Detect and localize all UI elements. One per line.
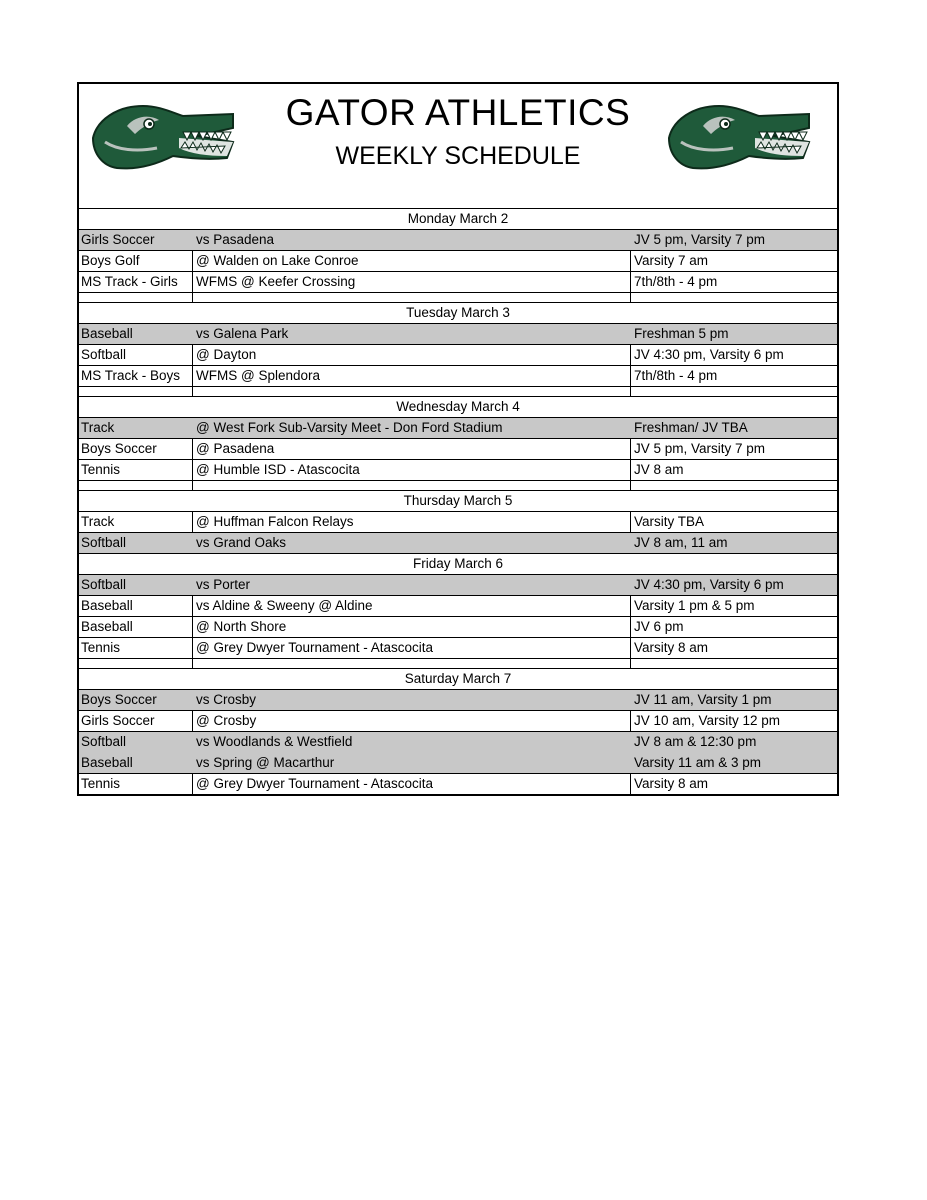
- spacer-row: [79, 480, 837, 490]
- time-cell: JV 5 pm, Varsity 7 pm: [630, 439, 837, 459]
- schedule-header: [79, 84, 837, 208]
- table-row: [79, 689, 837, 710]
- sport-cell: Tennis: [81, 462, 121, 477]
- empty-cell: [79, 387, 192, 396]
- event-cell: @ Humble ISD - Atascocita: [192, 460, 630, 480]
- event-cell: @ Walden on Lake Conroe: [192, 251, 630, 271]
- empty-cell: [630, 387, 837, 396]
- sport-cell: Softball: [81, 734, 127, 749]
- time-cell: JV 8 am: [630, 460, 837, 480]
- table-row: [79, 532, 837, 553]
- event-cell: WFMS @ Keefer Crossing: [192, 272, 630, 292]
- sport-cell: Girls Soccer: [81, 232, 155, 247]
- sport-cell: Tennis: [81, 776, 121, 791]
- sport-cell: MS Track - Boys: [81, 368, 181, 383]
- table-row: [79, 344, 837, 365]
- sport-cell: Track: [81, 420, 115, 435]
- event-cell: vs Porter: [196, 577, 251, 592]
- table-row: [79, 616, 837, 637]
- time-cell: JV 6 pm: [630, 617, 837, 637]
- event-cell: @ Pasadena: [192, 439, 630, 459]
- time-cell: Freshman 5 pm: [634, 326, 729, 341]
- table-row: [79, 271, 837, 292]
- empty-cell: [192, 659, 630, 668]
- event-cell: vs Pasadena: [196, 232, 275, 247]
- table-row: [79, 773, 837, 794]
- spacer-row: [79, 292, 837, 302]
- spacer-row: [79, 658, 837, 668]
- time-cell: JV 8 am, 11 am: [634, 535, 728, 550]
- empty-cell: [192, 387, 630, 396]
- table-row: [79, 250, 837, 271]
- sport-cell: Tennis: [81, 640, 121, 655]
- sport-cell: Boys Golf: [81, 253, 140, 268]
- table-row: [79, 752, 837, 773]
- empty-cell: [192, 293, 630, 302]
- event-cell: @ Huffman Falcon Relays: [192, 512, 630, 532]
- time-cell: Varsity 8 am: [630, 774, 837, 794]
- schedule-sheet: [77, 82, 839, 796]
- empty-cell: [630, 481, 837, 490]
- table-row: [79, 459, 837, 480]
- event-cell: @ Grey Dwyer Tournament - Atascocita: [192, 638, 630, 658]
- day-header: Wednesday March 4: [79, 396, 837, 417]
- table-row: [79, 417, 837, 438]
- empty-cell: [79, 293, 192, 302]
- day-header: Monday March 2: [79, 208, 837, 229]
- table-row: [79, 365, 837, 386]
- page-title: GATOR ATHLETICS: [285, 92, 631, 133]
- time-cell: 7th/8th - 4 pm: [630, 272, 837, 292]
- event-cell: vs Grand Oaks: [196, 535, 287, 550]
- sport-cell: Softball: [81, 347, 127, 362]
- sport-cell: Baseball: [81, 755, 133, 770]
- day-header: Saturday March 7: [79, 668, 837, 689]
- empty-cell: [79, 481, 192, 490]
- time-cell: JV 8 am & 12:30 pm: [634, 734, 757, 749]
- time-cell: JV 4:30 pm, Varsity 6 pm: [634, 577, 784, 592]
- event-cell: vs Crosby: [196, 692, 257, 707]
- time-cell: JV 5 pm, Varsity 7 pm: [634, 232, 766, 247]
- event-cell: @ West Fork Sub-Varsity Meet - Don Ford Stadium: [196, 420, 503, 435]
- table-row: [79, 637, 837, 658]
- day-header: Thursday March 5: [79, 490, 837, 511]
- sport-cell: Baseball: [81, 326, 133, 341]
- event-cell: @ North Shore: [192, 617, 630, 637]
- table-row: [79, 731, 837, 752]
- time-cell: Varsity 1 pm & 5 pm: [630, 596, 837, 616]
- sport-cell: Track: [81, 514, 115, 529]
- sport-cell: Girls Soccer: [81, 713, 155, 728]
- sport-cell: Boys Soccer: [81, 441, 157, 456]
- event-cell: vs Woodlands & Westfield: [196, 734, 353, 749]
- time-cell: Varsity 7 am: [630, 251, 837, 271]
- event-cell: vs Spring @ Macarthur: [196, 755, 335, 770]
- event-cell: @ Grey Dwyer Tournament - Atascocita: [192, 774, 630, 794]
- spacer-row: [79, 386, 837, 396]
- page-subtitle: WEEKLY SCHEDULE: [335, 142, 581, 170]
- sport-cell: Boys Soccer: [81, 692, 157, 707]
- empty-cell: [630, 659, 837, 668]
- table-row: [79, 323, 837, 344]
- time-cell: Freshman/ JV TBA: [634, 420, 748, 435]
- gator-head-icon: [663, 98, 813, 174]
- time-cell: JV 10 am, Varsity 12 pm: [630, 711, 837, 731]
- event-cell: WFMS @ Splendora: [192, 366, 630, 386]
- sport-cell: Softball: [81, 535, 127, 550]
- table-row: [79, 595, 837, 616]
- table-row: [79, 710, 837, 731]
- time-cell: JV 11 am, Varsity 1 pm: [634, 692, 772, 707]
- empty-cell: [630, 293, 837, 302]
- sport-cell: Baseball: [81, 619, 133, 634]
- time-cell: JV 4:30 pm, Varsity 6 pm: [630, 345, 837, 365]
- table-row: [79, 229, 837, 250]
- time-cell: Varsity 8 am: [630, 638, 837, 658]
- table-row: [79, 438, 837, 459]
- event-cell: vs Galena Park: [196, 326, 289, 341]
- time-cell: 7th/8th - 4 pm: [630, 366, 837, 386]
- event-cell: @ Crosby: [192, 711, 630, 731]
- sport-cell: MS Track - Girls: [81, 274, 178, 289]
- empty-cell: [79, 659, 192, 668]
- time-cell: Varsity TBA: [630, 512, 837, 532]
- event-cell: vs Aldine & Sweeny @ Aldine: [192, 596, 630, 616]
- day-header: Tuesday March 3: [79, 302, 837, 323]
- empty-cell: [192, 481, 630, 490]
- table-row: [79, 511, 837, 532]
- day-header: Friday March 6: [79, 553, 837, 574]
- sport-cell: Baseball: [81, 598, 133, 613]
- event-cell: @ Dayton: [192, 345, 630, 365]
- time-cell: Varsity 11 am & 3 pm: [634, 755, 762, 770]
- table-row: [79, 574, 837, 595]
- sport-cell: Softball: [81, 577, 127, 592]
